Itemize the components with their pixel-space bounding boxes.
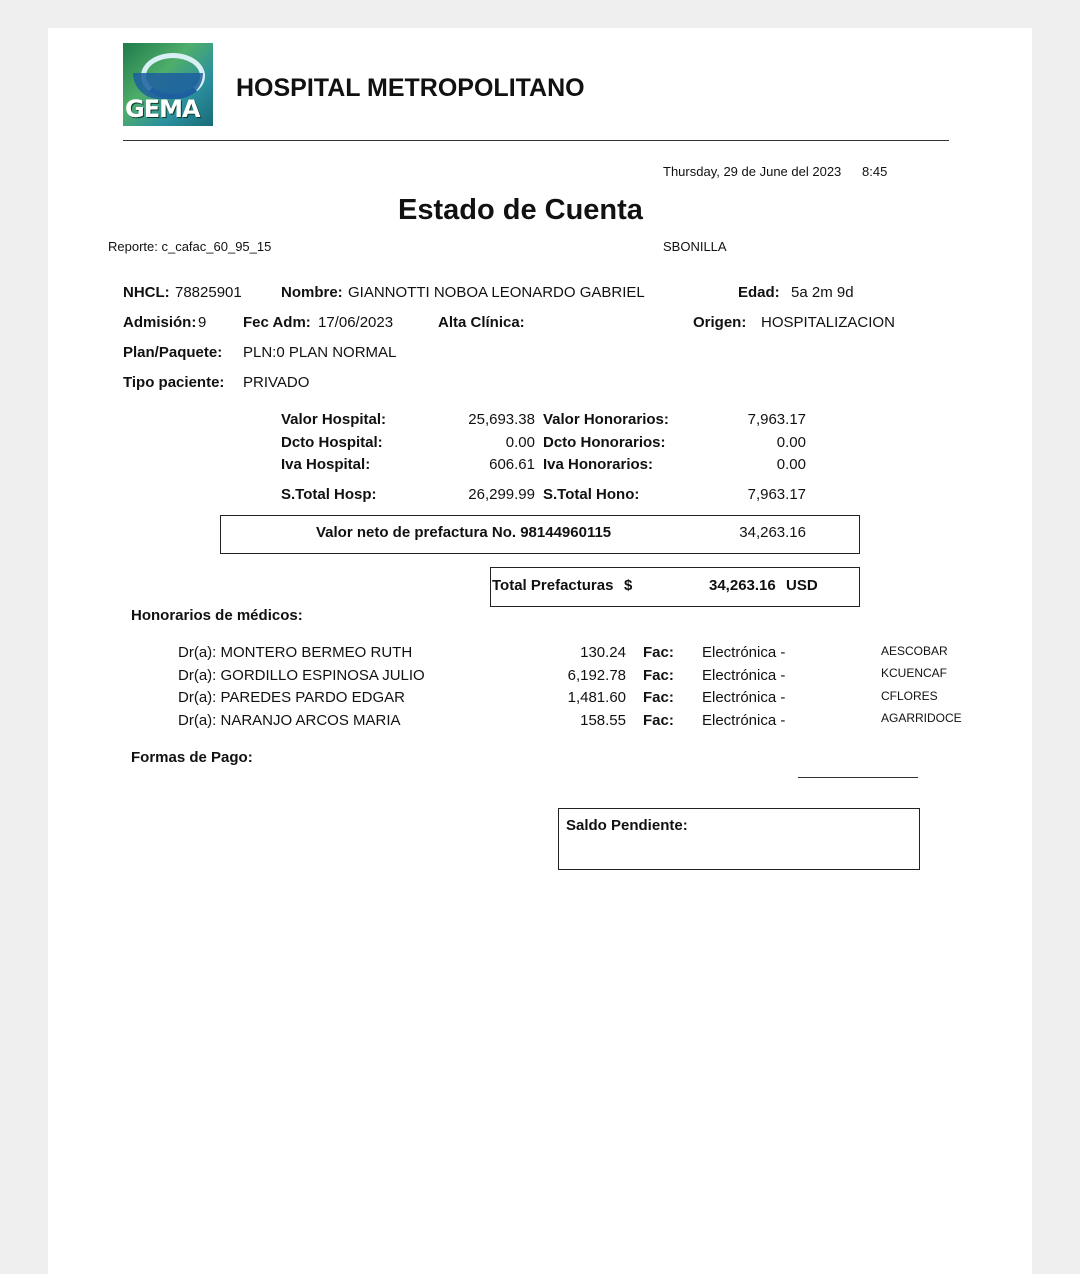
stotal-hono-label: S.Total Hono: <box>543 486 640 503</box>
fac-type: Electrónica - <box>702 689 786 706</box>
doctor-name: Dr(a): PAREDES PARDO EDGAR <box>178 689 405 706</box>
doctor-name: Dr(a): NARANJO ARCOS MARIA <box>178 712 401 729</box>
dcto-honorarios-value: 0.00 <box>776 434 806 451</box>
dcto-hospital-value: 0.00 <box>505 434 535 451</box>
stotal-hono-value: 7,963.17 <box>747 486 806 503</box>
logo-text: GEMA <box>125 95 200 123</box>
iva-hospital-value: 606.61 <box>489 456 535 473</box>
valor-neto-value: 34,263.16 <box>739 524 806 541</box>
doctor-name: Dr(a): GORDILLO ESPINOSA JULIO <box>178 667 425 684</box>
origen-value: HOSPITALIZACION <box>761 314 895 331</box>
edad-value: 5a 2m 9d <box>791 284 854 301</box>
plan-value: PLN:0 PLAN NORMAL <box>243 344 397 361</box>
fac-type: Electrónica - <box>702 667 786 684</box>
report-code: Reporte: c_cafac_60_95_15 <box>108 239 272 254</box>
doctor-amount: 1,481.60 <box>567 689 626 706</box>
origen-label: Origen: <box>693 314 747 331</box>
gema-logo <box>123 43 213 126</box>
admision-label: Admisión: <box>123 314 197 331</box>
alta-clinica-label: Alta Clínica: <box>438 314 525 331</box>
report-user: SBONILLA <box>663 239 727 254</box>
tipo-paciente-value: PRIVADO <box>243 374 310 391</box>
doctor-amount: 130.24 <box>580 644 626 661</box>
report-date: Thursday, 29 de June del 2023 <box>663 164 842 179</box>
total-prefacturas-label: Total Prefacturas <box>492 577 614 594</box>
valor-hospital-value: 25,693.38 <box>468 411 535 428</box>
plan-label: Plan/Paquete: <box>123 344 223 361</box>
fac-label: Fac: <box>643 667 674 684</box>
nhcl-value: 78825901 <box>175 284 242 301</box>
iva-hospital-label: Iva Hospital: <box>281 456 371 473</box>
fac-label: Fac: <box>643 644 674 661</box>
dcto-honorarios-label: Dcto Honorarios: <box>543 434 666 451</box>
fac-user: CFLORES <box>881 689 938 703</box>
report-time: 8:45 <box>862 164 888 179</box>
header-divider <box>123 140 949 141</box>
fac-label: Fac: <box>643 712 674 729</box>
fec-adm-label: Fec Adm: <box>243 314 311 331</box>
formas-pago-title: Formas de Pago: <box>131 749 253 766</box>
stotal-hosp-label: S.Total Hosp: <box>281 486 377 503</box>
dcto-hospital-label: Dcto Hospital: <box>281 434 383 451</box>
iva-honorarios-value: 0.00 <box>776 456 806 473</box>
edad-label: Edad: <box>738 284 780 301</box>
fec-adm-value: 17/06/2023 <box>318 314 394 331</box>
honorarios-title: Honorarios de médicos: <box>131 607 303 624</box>
fac-label: Fac: <box>643 689 674 706</box>
tipo-paciente-label: Tipo paciente: <box>123 374 225 391</box>
saldo-pendiente-label: Saldo Pendiente: <box>566 817 688 834</box>
valor-neto-label: Valor neto de prefactura No. 98144960115 <box>316 524 612 541</box>
total-prefacturas-value: 34,263.16 <box>709 577 776 594</box>
fac-user: AGARRIDOCE <box>881 711 962 725</box>
fac-user: AESCOBAR <box>881 644 948 658</box>
doctor-amount: 158.55 <box>580 712 626 729</box>
signature-line <box>798 777 918 778</box>
nombre-value: GIANNOTTI NOBOA LEONARDO GABRIEL <box>348 284 645 301</box>
total-prefacturas-currency: USD <box>786 577 818 594</box>
fac-type: Electrónica - <box>702 644 786 661</box>
valor-honorarios-label: Valor Honorarios: <box>543 411 669 428</box>
valor-hospital-label: Valor Hospital: <box>281 411 387 428</box>
iva-honorarios-label: Iva Honorarios: <box>543 456 654 473</box>
stotal-hosp-value: 26,299.99 <box>468 486 535 503</box>
page-title: Estado de Cuenta <box>398 194 643 226</box>
admision-value: 9 <box>198 314 207 331</box>
fac-type: Electrónica - <box>702 712 786 729</box>
hospital-name: HOSPITAL METROPOLITANO <box>236 74 585 102</box>
nhcl-label: NHCL: <box>123 284 170 301</box>
fac-user: KCUENCAF <box>881 666 948 680</box>
nombre-label: Nombre: <box>281 284 343 301</box>
total-prefacturas-currency-symbol: $ <box>624 577 633 594</box>
doctor-amount: 6,192.78 <box>567 667 626 684</box>
doctor-name: Dr(a): MONTERO BERMEO RUTH <box>178 644 413 661</box>
valor-honorarios-value: 7,963.17 <box>747 411 806 428</box>
